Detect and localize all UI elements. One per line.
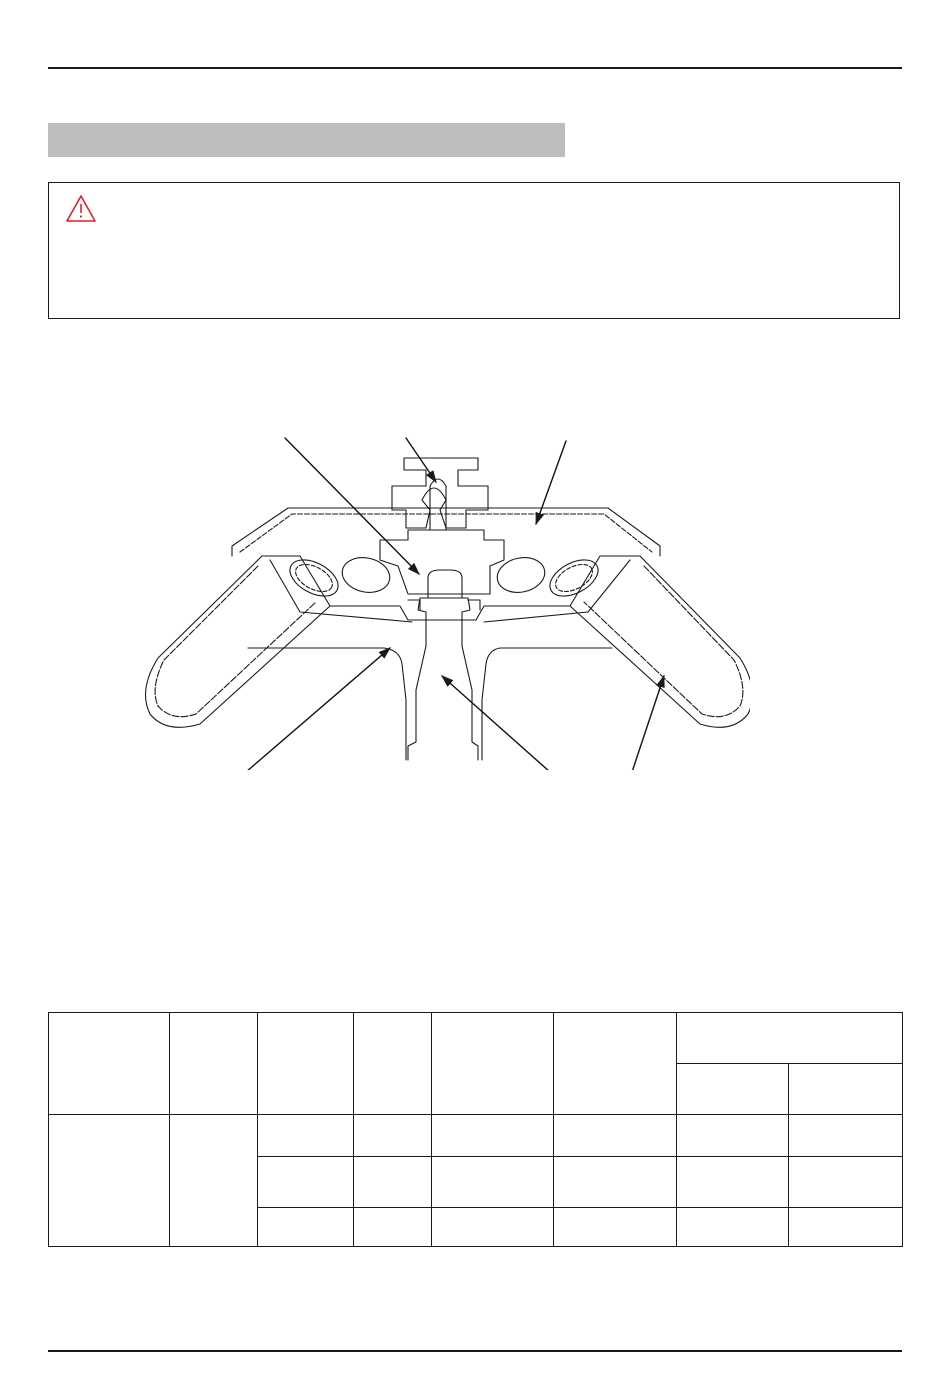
table-cell: [354, 1208, 432, 1247]
callout-leader: [536, 441, 566, 524]
table-cell: [258, 1208, 354, 1247]
table-cell: [258, 1157, 354, 1208]
table-cell: [49, 1115, 170, 1247]
tube-opening: [291, 559, 337, 597]
table-cell: [554, 1208, 677, 1247]
rotor-cross-section-diagram: [130, 430, 750, 770]
warning-triangle-icon: [65, 194, 97, 224]
tube-opening: [551, 559, 597, 597]
tube-opening: [494, 553, 548, 596]
table-header-cell: [49, 1013, 170, 1115]
footer-rule: [48, 1350, 902, 1352]
table-cell: [554, 1115, 677, 1157]
callout-leader: [285, 438, 419, 574]
header-rule: [48, 67, 902, 69]
callout-leader: [632, 676, 664, 770]
left-bucket: [146, 556, 331, 727]
lid-knob: [392, 458, 488, 528]
central-hub: [380, 530, 504, 594]
table-cell: [789, 1208, 903, 1247]
tube-opening: [284, 553, 344, 604]
table-cell: [432, 1115, 554, 1157]
callout-leader: [246, 648, 390, 770]
table-header-cell: [258, 1013, 354, 1115]
specification-table: [48, 1012, 903, 1247]
table-cell: [789, 1157, 903, 1208]
table-cell: [677, 1115, 789, 1157]
section-heading-bar: [48, 123, 565, 157]
warning-box: [48, 182, 900, 319]
table-cell: [554, 1157, 677, 1208]
tube-opening: [339, 553, 393, 596]
drive-shaft: [408, 598, 478, 760]
table-row: [49, 1115, 903, 1157]
table-header-cell: [354, 1013, 432, 1115]
callout-leader: [442, 676, 550, 770]
table-cell: [170, 1115, 258, 1247]
table-header-cell: [554, 1013, 677, 1115]
right-bucket: [570, 556, 750, 727]
table-cell: [677, 1208, 789, 1247]
table-cell: [258, 1115, 354, 1157]
tube-opening: [544, 553, 604, 604]
table-header-cell: [432, 1013, 554, 1115]
table-cell: [432, 1157, 554, 1208]
table-subheader-cell: [789, 1064, 903, 1115]
callout-leader: [406, 438, 436, 482]
table-header-group-cell: [677, 1013, 903, 1064]
base-outline: [248, 648, 612, 760]
table-cell: [677, 1157, 789, 1208]
table-cell: [354, 1115, 432, 1157]
table-header-cell: [170, 1013, 258, 1115]
table-subheader-cell: [677, 1064, 789, 1115]
table-cell: [789, 1115, 903, 1157]
table-cell: [432, 1208, 554, 1247]
right-bucket-inner: [584, 566, 743, 717]
rotor-body: [262, 556, 640, 620]
table-cell: [354, 1157, 432, 1208]
